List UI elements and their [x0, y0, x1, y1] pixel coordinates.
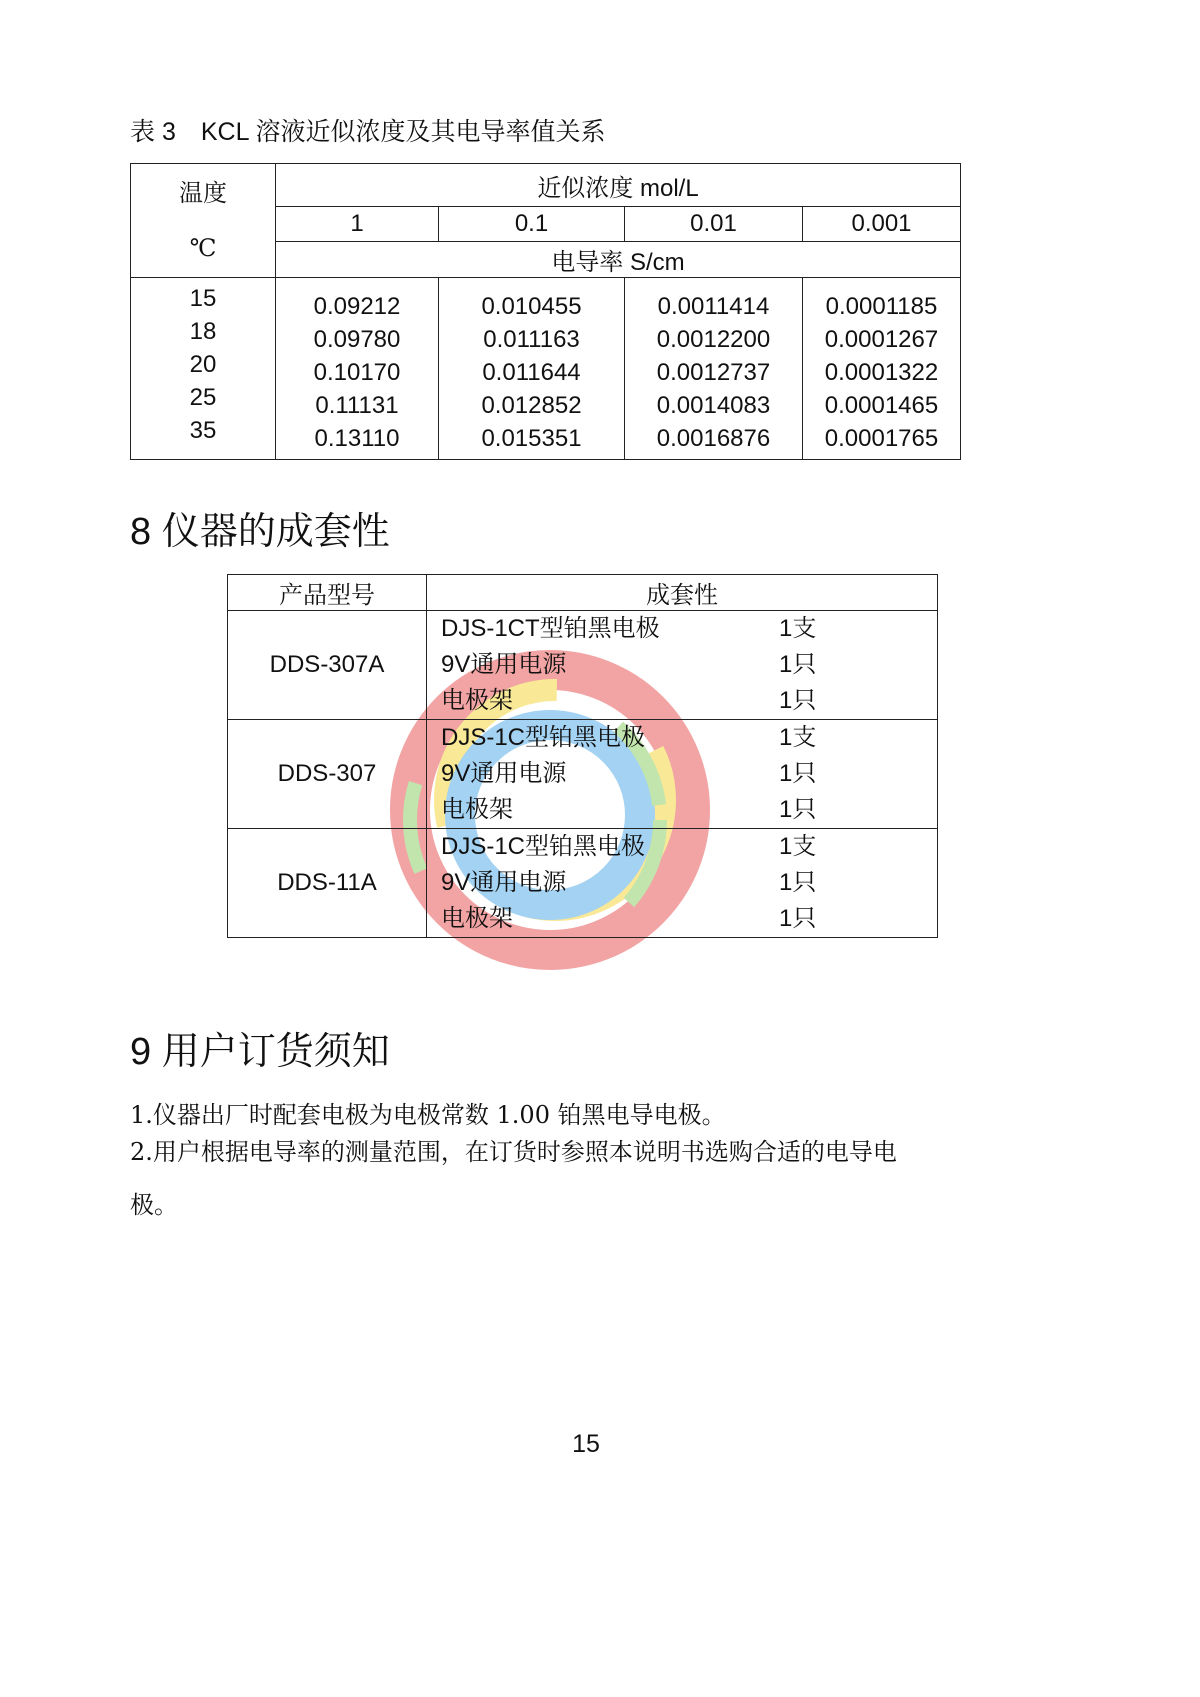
cond-col-2: 0.010455 0.011163 0.011644 0.012852 0.015351	[439, 278, 625, 460]
kit-items	[427, 611, 938, 720]
item-qty: 1只	[779, 760, 817, 787]
kit-item	[441, 647, 937, 683]
kit-row	[228, 829, 938, 938]
kit-item	[441, 756, 937, 792]
item-name: DJS-1CT型铂黑电极	[441, 615, 660, 642]
item-name: DJS-1C型铂黑电极	[441, 833, 646, 860]
item-qty: 1支	[779, 615, 817, 642]
temp-unit: ℃	[189, 233, 217, 262]
kit-row	[228, 611, 938, 720]
kit-items	[427, 829, 938, 938]
kit-item	[441, 829, 937, 865]
item-name: 9V通用电源	[441, 869, 567, 896]
model-header: 产品型号	[228, 575, 427, 611]
item-qty: 1只	[779, 869, 817, 896]
item-qty: 1只	[779, 687, 817, 714]
kit-item	[441, 720, 937, 756]
temp-values: 15 18 20 25 35	[131, 278, 276, 460]
kit-table	[227, 574, 938, 938]
item-name: 9V通用电源	[441, 760, 567, 787]
model-cell: DDS-307	[228, 720, 427, 829]
item-qty: 1只	[779, 905, 817, 932]
cond-col-4: 0.0001185 0.0001267 0.0001322 0.0001465 0.0001765	[803, 278, 961, 460]
conc-0.1: 0.1	[439, 207, 625, 242]
cond-col-1: 0.09212 0.09780 0.10170 0.11131 0.13110	[276, 278, 439, 460]
note-2-cont: 极。	[130, 1191, 178, 1219]
item-name: 电极架	[441, 687, 513, 714]
cond-header: 电导率 S/cm	[276, 242, 961, 278]
kit-item	[441, 901, 937, 937]
item-name: DJS-1C型铂黑电极	[441, 724, 646, 751]
item-qty: 1支	[779, 833, 817, 860]
page-number: 15	[572, 1430, 600, 1458]
item-qty: 1只	[779, 651, 817, 678]
item-name: 电极架	[441, 905, 513, 932]
temp-header-cell	[131, 164, 276, 278]
model-cell: DDS-11A	[228, 829, 427, 938]
kit-row	[228, 720, 938, 829]
model-cell: DDS-307A	[228, 611, 427, 720]
kcl-conductivity-table	[130, 163, 961, 460]
conc-0.001: 0.001	[803, 207, 961, 242]
table-caption: 表 3 KCL 溶液近似浓度及其电导率值关系	[130, 118, 606, 146]
temp-header: 温度	[179, 179, 227, 207]
item-name: 9V通用电源	[441, 651, 567, 678]
note-2: 2.用户根据电导率的测量范围，在订货时参照本说明书选购合适的电导电	[130, 1138, 897, 1166]
section-8-title: 8 仪器的成套性	[130, 511, 390, 553]
conc-1: 1	[276, 207, 439, 242]
item-qty: 1支	[779, 724, 817, 751]
conc-header: 近似浓度 mol/L	[276, 164, 961, 207]
kit-item	[441, 865, 937, 901]
conc-0.01: 0.01	[625, 207, 803, 242]
kit-item	[441, 611, 937, 647]
item-name: 电极架	[441, 796, 513, 823]
set-header: 成套性	[427, 575, 938, 611]
kit-item	[441, 683, 937, 719]
section-9-title: 9 用户订货须知	[130, 1031, 390, 1073]
kit-items	[427, 720, 938, 829]
cond-col-3: 0.0011414 0.0012200 0.0012737 0.0014083 0.0016876	[625, 278, 803, 460]
item-qty: 1只	[779, 796, 817, 823]
note-1: 1.仪器出厂时配套电极为电极常数 1.00 铂黑电导电极。	[130, 1101, 726, 1129]
kit-item	[441, 792, 937, 828]
